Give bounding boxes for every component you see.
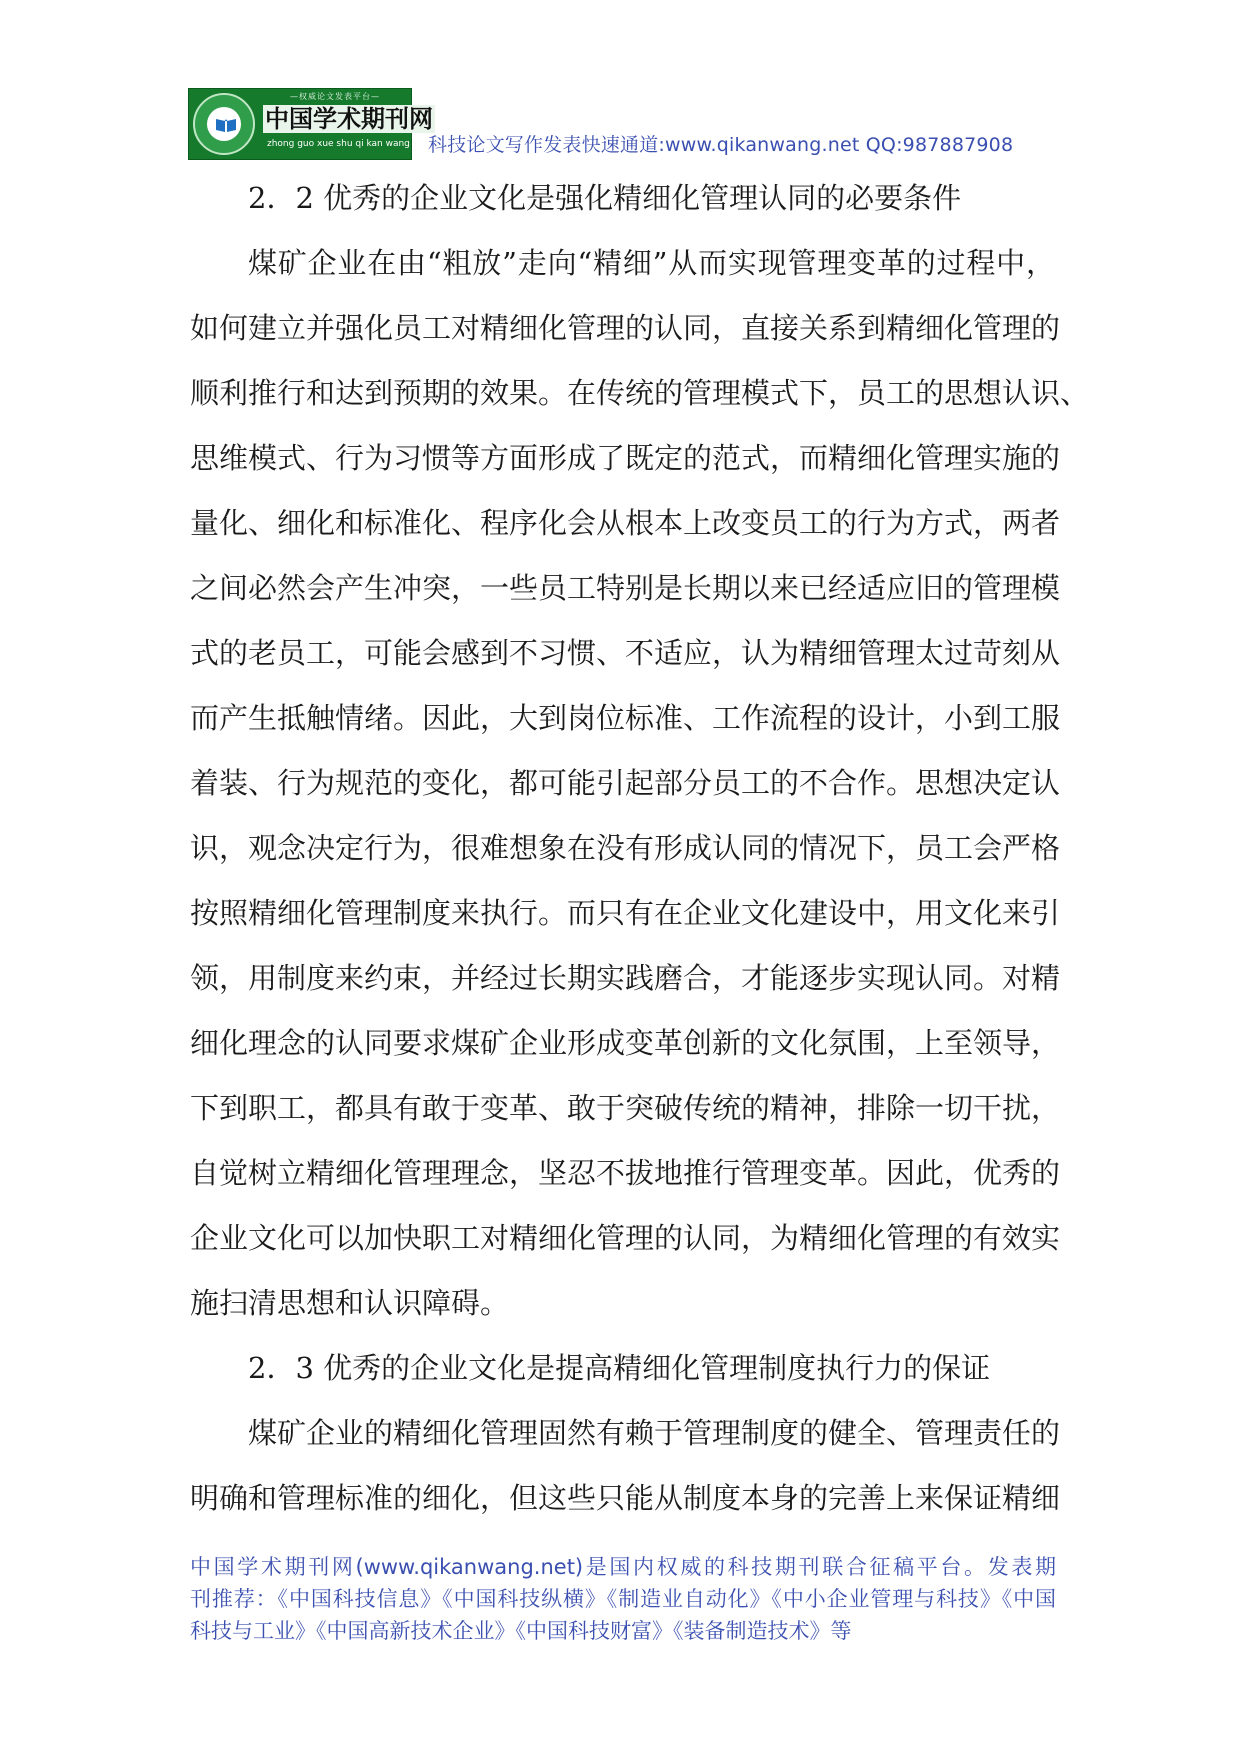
paragraph-line: 施扫清思想和认识障碍。 — [190, 1286, 510, 1320]
paragraph-line: 明确和管理标准的细化，但这些只能从制度本身的完善上来保证精细 — [190, 1481, 1061, 1515]
paragraph-line: 煤矿企业的精细化管理固然有赖于管理制度的健全、管理责任的 — [248, 1416, 1061, 1450]
paragraph-line: 之间必然会产生冲突，一些员工特别是长期以来已经适应旧的管理模 — [190, 571, 1061, 605]
paragraph-line: 下到职工，都具有敢于变革、敢于突破传统的精神，排除一切干扰， — [190, 1091, 1061, 1125]
paragraph-line: 式的老员工，可能会感到不习惯、不适应，认为精细管理太过苛刻从 — [190, 636, 1061, 670]
site-logo[interactable] — [188, 88, 433, 160]
paragraph-line: 而产生抵触情绪。因此，大到岗位标准、工作流程的设计，小到工服 — [190, 701, 1061, 735]
paragraph-line: 着装、行为规范的变化，都可能引起部分员工的不合作。思想决定认 — [190, 766, 1061, 800]
paragraph-line: 领，用制度来约束，并经过长期实践磨合，才能逐步实现认同。对精 — [190, 961, 1061, 995]
paragraph-line: 自觉树立精细化管理理念，坚忍不拔地推行管理变革。因此，优秀的 — [190, 1156, 1061, 1190]
paragraph-line: 识，观念决定行为，很难想象在没有形成认同的情况下，员工会严格 — [190, 831, 1061, 865]
footer-line[interactable]: 中国学术期刊网(www.qikanwang.net)是国内权威的科技期刊联合征稿平台。发表期 — [190, 1555, 1056, 1579]
footer-line: 刊推荐：《中国科技信息》《中国科技纵横》《制造业自动化》《中小企业管理与科技》《中国 — [190, 1587, 1056, 1611]
paragraph-line: 企业文化可以加快职工对精细化管理的认同，为精细化管理的有效实 — [190, 1221, 1061, 1255]
open-book-icon — [215, 117, 237, 133]
paragraph-line: 细化理念的认同要求煤矿企业形成变革创新的文化氛围，上至领导， — [190, 1026, 1061, 1060]
header-slogan-link[interactable]: 科技论文写作发表快速通道:www.qikanwang.net QQ:987887908 — [428, 134, 1014, 156]
page-footer — [190, 1551, 1056, 1647]
page-header — [188, 88, 1048, 162]
logo-seal-icon — [193, 93, 255, 155]
logo-name: 中国学术期刊网 — [265, 105, 433, 133]
paragraph-line: 按照精细化管理制度来执行。而只有在企业文化建设中，用文化来引 — [190, 896, 1061, 930]
paragraph-line: 量化、细化和标准化、程序化会从根本上改变员工的行为方式，两者 — [190, 506, 1061, 540]
footer-line: 科技与工业》《中国高新技术企业》《中国科技财富》《装备制造技术》等 — [190, 1619, 852, 1643]
section-heading: 2．3 优秀的企业文化是提高精细化管理制度执行力的保证 — [248, 1351, 991, 1385]
logo-tagline: —权威论文发表平台— — [290, 92, 380, 101]
article-body — [190, 166, 1090, 1531]
paragraph-line: 顺利推行和达到预期的效果。在传统的管理模式下，员工的思想认识、 — [190, 376, 1090, 410]
section-heading: 2．2 优秀的企业文化是强化精细化管理认同的必要条件 — [248, 181, 962, 215]
paragraph-line: 思维模式、行为习惯等方面形成了既定的范式，而精细化管理实施的 — [190, 441, 1061, 475]
paragraph-line: 煤矿企业在由“粗放”走向“精细”从而实现管理变革的过程中， — [248, 246, 1055, 280]
logo-pinyin: zhong guo xue shu qi kan wang — [267, 139, 410, 149]
paragraph-line: 如何建立并强化员工对精细化管理的认同，直接关系到精细化管理的 — [190, 311, 1061, 345]
